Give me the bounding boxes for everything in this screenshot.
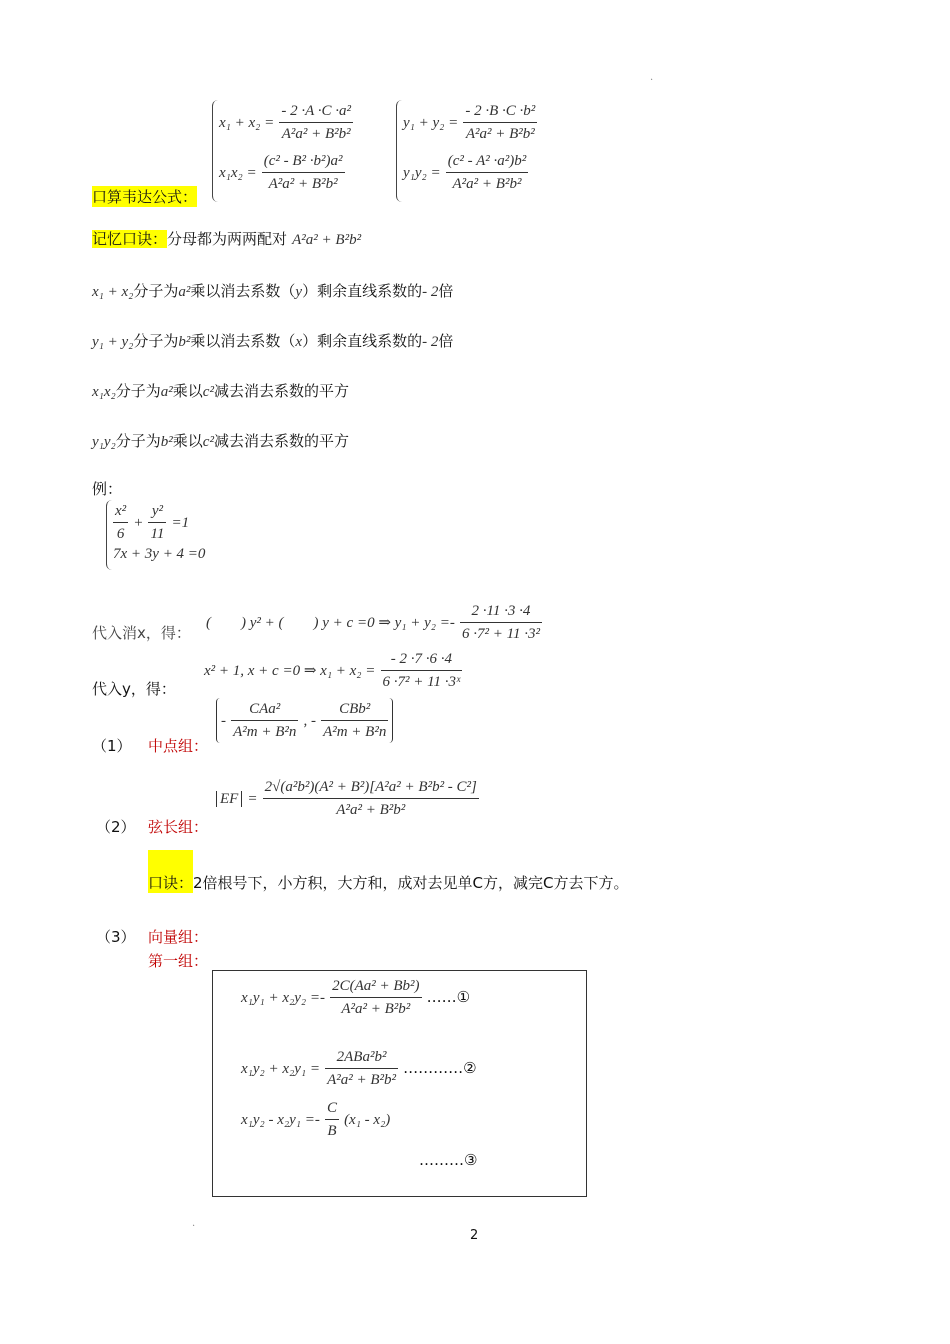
memory-text: 分母都为两两配对 — [167, 230, 288, 248]
y-prod-fraction: $\frac{\text{(c² - A² ·a²)b²}}{\text{A²a² + B²b²}}$ — [446, 150, 529, 195]
memory-line-1: x₁ + x₂分子为a²乘以消去系数（y）剩余直线系数的- 2倍 — [92, 282, 454, 300]
sub-x-label: 代入消x，得： — [92, 624, 191, 642]
section-2-number: （2） — [96, 818, 136, 836]
chord-length-formula: EF = $\frac{\text{2√(a²b²)(A² + B²)[A²a² + B²b² - C²]}}{\text{A²a² + B²b²}}$ — [216, 776, 479, 821]
y-sum-lhs: y₁ + y₂ = — [403, 115, 459, 131]
sub-x-equation: ( ) y² + ( ) y + c =0 ⇒ y₁ + y₂ =- $\frac{2 \cdot 11 \cdot 3 \cdot 4}{\text{6 ·7² + 11 ·3²}}$ — [206, 600, 542, 645]
x-prod-fraction: $\frac{\text{(c² - B² ·b²)a²}}{\text{A²a² + B²b²}}$ — [262, 150, 345, 195]
vieta-y-system — [396, 100, 573, 202]
group-1-title: 第一组： — [148, 952, 209, 970]
memory-label: 记忆口诀： — [92, 230, 168, 248]
page-number: 2 — [470, 1228, 479, 1243]
chord-tip — [148, 850, 629, 893]
section-3-title: 向量组： — [148, 928, 209, 946]
memory-line-3: x₁x₂分子为a²乘以c²减去消去系数的平方 — [92, 382, 349, 400]
x-sum-fraction: $\frac{\text{- 2 ·A ·C ·a²}}{\text{A²a² + B²b²}}$ — [279, 100, 353, 145]
sub-y-equation: x² + 1, x + c =0 ⇒ x₁ + x₂ = $\frac{- 2 \cdot 7 \cdot 6 \cdot 4}{\text{6 ·7² + 11 ·3ˣ}}$ — [204, 648, 462, 693]
y-prod-lhs: y₁y₂ = — [403, 165, 441, 181]
sub-y-label: 代入y，得： — [92, 680, 176, 698]
memory-line-2: y₁ + y₂分子为b²乘以消去系数（x）剩余直线系数的- 2倍 — [92, 332, 454, 350]
tip-label: 口诀： — [148, 850, 193, 893]
vector-formula-box — [212, 970, 587, 1197]
memory-header — [92, 228, 361, 249]
tip-text: 2倍根号下，小方积，大方和，成对去见单C方，减完C方去下方。 — [193, 874, 629, 892]
midpoint-formula: - $\frac{\text{CAa²}}{\text{A²m + B²n}}$ , - $\frac{\text{CBb²}}{\text{A²m + B²n}}$ — [216, 698, 393, 743]
memory-expr: A²a² + B²b² — [292, 232, 362, 248]
vector-formula-3-tag: ………③ — [419, 1151, 478, 1169]
corner-dot: . — [650, 72, 654, 83]
memory-line-4: y₁y₂分子为b²乘以c²减去消去系数的平方 — [92, 432, 349, 450]
y-sum-fraction: $\frac{\text{- 2 ·B ·C ·b²}}{\text{A²a² + B²b²}}$ — [463, 100, 537, 145]
section-1-number: （1） — [92, 737, 132, 755]
vieta-label: 口算韦达公式： — [92, 188, 198, 206]
section-1-title: 中点组： — [148, 737, 209, 755]
x-sum-lhs: x₁ + x₂ = — [219, 115, 275, 131]
footer-dot: . — [192, 1218, 196, 1229]
vector-formula-2: x₁y₂ + x₂y₁ = $\frac{\text{2ABa²b²}}{\text{A²a² + B²b²}}$ …………② — [241, 1046, 477, 1091]
section-2-title: 弦长组： — [148, 818, 209, 836]
section-3-number: （3） — [96, 928, 136, 946]
vector-formula-3: x₁y₂ - x₂y₁ =- $\frac{C}{B}$ (x₁ - x₂) — [241, 1097, 390, 1142]
x-prod-lhs: x₁x₂ = — [219, 165, 257, 181]
vieta-x-system — [212, 100, 389, 202]
vector-formula-1: x₁y₁ + x₂y₂ =- $\frac{\text{2C(Aa² + Bb²)}}{\text{A²a² + B²b²}}$ ……① — [241, 975, 470, 1020]
example-label: 例： — [92, 480, 123, 498]
example-system: $\frac{\text{x²}}{6}$ + $\frac{\text{y²}}{11}$ =1 7x + 3y + 4 =0 — [106, 500, 273, 570]
